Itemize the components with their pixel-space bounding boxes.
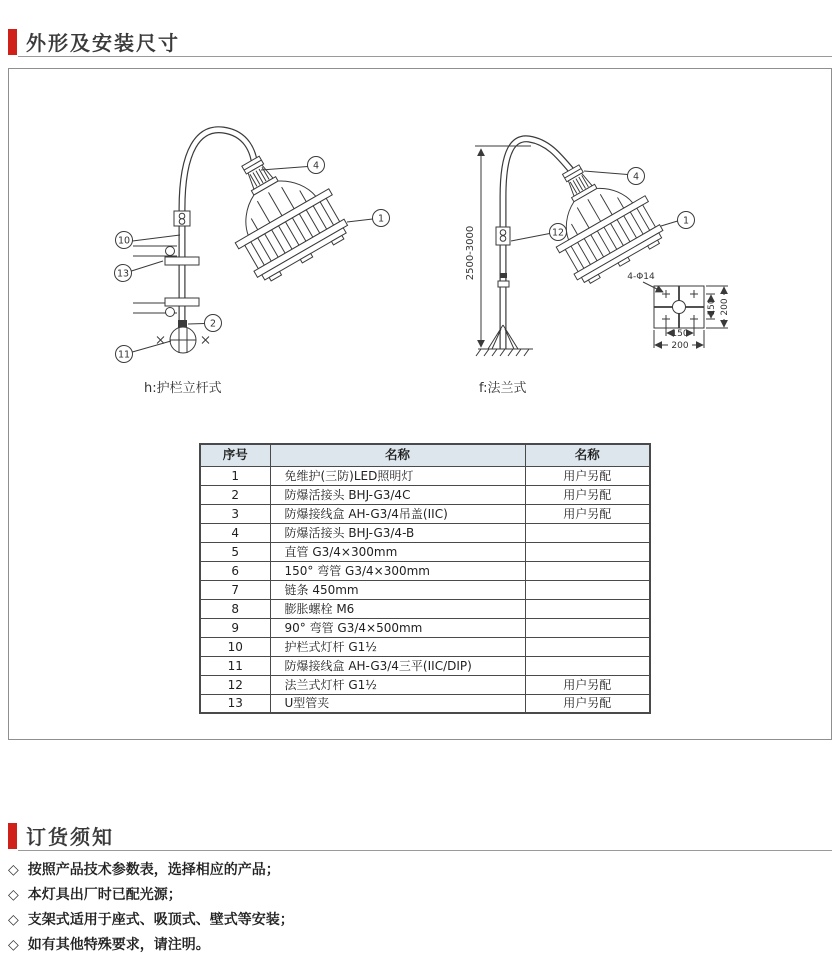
- heading-rule: [18, 850, 832, 851]
- table-row: [200, 599, 650, 618]
- diamond-bullet-icon: ◇: [8, 862, 19, 878]
- table-row: [200, 561, 650, 580]
- part-remark: [525, 542, 650, 561]
- part-index: 2: [200, 485, 270, 504]
- part-index: 1: [200, 466, 270, 485]
- part-name: 直管 G3/4×300mm: [270, 542, 525, 561]
- diagram-guardrail-pole: [115, 130, 390, 396]
- parts-table-header-row: [200, 444, 650, 466]
- part-remark: [525, 599, 650, 618]
- note-item: [8, 883, 294, 908]
- svg-text:1: 1: [377, 213, 385, 225]
- note-text: 本灯具出厂时已配光源；: [27, 887, 182, 903]
- section-title: 订货须知: [26, 825, 114, 849]
- part-name: 免维护(三防)LED照明灯: [270, 466, 525, 485]
- part-index: 3: [200, 504, 270, 523]
- part-name: 防爆接线盒 AH-G3/4吊盖(IIC): [270, 504, 525, 523]
- svg-text:4: 4: [312, 160, 320, 172]
- callout-1: [347, 210, 390, 227]
- svg-text:200: 200: [720, 298, 730, 316]
- svg-text:4: 4: [632, 171, 640, 183]
- table-row: [200, 694, 650, 713]
- svg-text:10: 10: [117, 235, 131, 247]
- callout-13: [115, 261, 164, 282]
- part-remark: [525, 637, 650, 656]
- table-row: [200, 580, 650, 599]
- red-accent-bar: [8, 823, 17, 849]
- col-header-remark: 名称: [525, 444, 650, 466]
- section-dimensions-header: [8, 27, 180, 56]
- col-header-index: 序号: [200, 444, 270, 466]
- part-remark: [525, 580, 650, 599]
- svg-text:150: 150: [707, 298, 717, 316]
- svg-text:2: 2: [209, 318, 217, 330]
- part-name: 膨胀螺栓 M6: [270, 599, 525, 618]
- note-item: [8, 908, 294, 933]
- callout-1: [661, 212, 695, 229]
- table-row: [200, 504, 650, 523]
- part-index: 10: [200, 637, 270, 656]
- installation-diagrams: [9, 69, 831, 419]
- svg-text:13: 13: [116, 268, 130, 280]
- diamond-bullet-icon: ◇: [8, 912, 19, 928]
- part-name: 防爆接线盒 AH-G3/4三平(IIC/DIP): [270, 656, 525, 675]
- part-name: U型管夹: [270, 694, 525, 713]
- note-text: 按照产品技术参数表，选择相应的产品；: [27, 862, 280, 878]
- part-remark: [525, 618, 650, 637]
- part-index: 13: [200, 694, 270, 713]
- part-index: 4: [200, 523, 270, 542]
- table-row: [200, 656, 650, 675]
- diamond-bullet-icon: ◇: [8, 887, 19, 903]
- table-row: [200, 675, 650, 694]
- part-remark: 用户另配: [525, 504, 650, 523]
- u-pipe-clamp: [157, 327, 209, 353]
- part-name: 90° 弯管 G3/4×500mm: [270, 618, 525, 637]
- part-name: 防爆活接头 BHJ-G3/4-B: [270, 523, 525, 542]
- part-remark: 用户另配: [525, 485, 650, 504]
- part-name: 法兰式灯杆 G1½: [270, 675, 525, 694]
- note-text: 支架式适用于座式、吸顶式、壁式等安装；: [27, 912, 294, 928]
- part-remark: [525, 561, 650, 580]
- part-index: 7: [200, 580, 270, 599]
- svg-text:11: 11: [117, 349, 131, 361]
- table-row: [200, 523, 650, 542]
- diagram-label-left: h:护栏立杆式: [144, 381, 222, 396]
- section-title: 外形及安装尺寸: [26, 31, 180, 55]
- col-header-name: 名称: [270, 444, 525, 466]
- diagram-label-right: f:法兰式: [479, 381, 527, 396]
- part-remark: [525, 656, 650, 675]
- ordering-notes-list: [8, 858, 294, 958]
- pole-collar: [165, 257, 199, 265]
- part-name: 150° 弯管 G3/4×300mm: [270, 561, 525, 580]
- part-remark: 用户另配: [525, 466, 650, 485]
- height-dimension: [465, 146, 531, 347]
- callout-4: [261, 157, 325, 174]
- flange-plate-detail: [627, 272, 730, 351]
- callout-11: [116, 341, 172, 363]
- svg-text:150: 150: [671, 329, 689, 339]
- table-row: [200, 618, 650, 637]
- svg-text:1: 1: [682, 215, 690, 227]
- part-index: 8: [200, 599, 270, 618]
- note-item: [8, 858, 294, 883]
- note-text: 如有其他特殊要求，请注明。: [27, 937, 210, 953]
- section-ordering-header: [8, 821, 114, 850]
- part-name: 防爆活接头 BHJ-G3/4C: [270, 485, 525, 504]
- part-name: 链条 450mm: [270, 580, 525, 599]
- part-remark: 用户另配: [525, 675, 650, 694]
- part-index: 6: [200, 561, 270, 580]
- part-name: 护栏式灯杆 G1½: [270, 637, 525, 656]
- callout-12: [511, 224, 567, 242]
- table-row: [200, 466, 650, 485]
- part-remark: [525, 523, 650, 542]
- part-index: 5: [200, 542, 270, 561]
- diamond-bullet-icon: ◇: [8, 937, 19, 953]
- part-index: 9: [200, 618, 270, 637]
- svg-text:4-Φ14: 4-Φ14: [627, 272, 655, 282]
- dimensions-panel: [8, 68, 832, 740]
- heading-rule: [18, 56, 832, 57]
- table-row: [200, 637, 650, 656]
- svg-text:12: 12: [551, 227, 565, 239]
- red-accent-bar: [8, 29, 17, 55]
- part-index: 11: [200, 656, 270, 675]
- svg-text:200: 200: [671, 341, 689, 351]
- pole-collar: [165, 298, 199, 306]
- note-item: [8, 933, 294, 958]
- table-row: [200, 542, 650, 561]
- part-index: 12: [200, 675, 270, 694]
- parts-table: [199, 443, 651, 714]
- table-row: [200, 485, 650, 504]
- part-remark: 用户另配: [525, 694, 650, 713]
- svg-text:2500-3000: 2500-3000: [465, 225, 476, 281]
- callout-4: [584, 168, 645, 185]
- callout-2: [188, 315, 222, 332]
- diagram-flange-pole: [465, 139, 695, 396]
